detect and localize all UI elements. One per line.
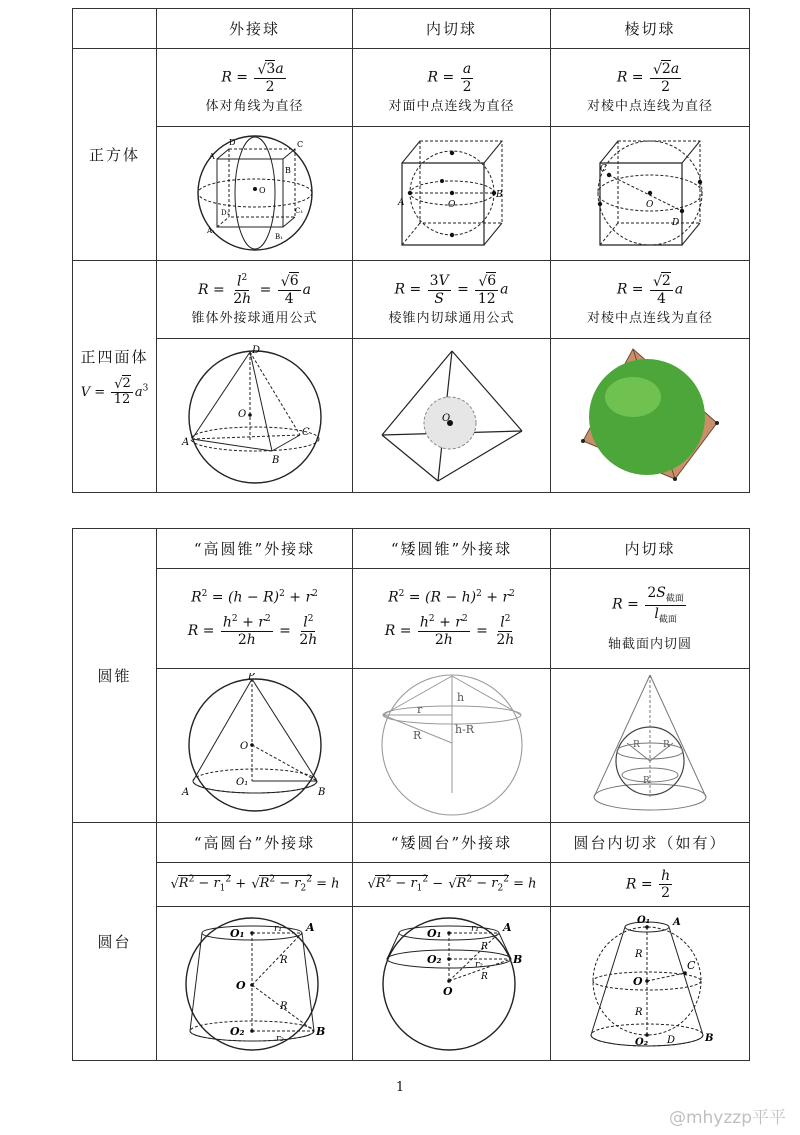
tall-frustum-diagram [180, 911, 330, 1056]
svg-text:r: r [416, 703, 422, 716]
svg-text:A: A [208, 152, 215, 161]
tall-cone-formula-1: $R^2 = (h - R)^2 + r^2$ [191, 589, 318, 606]
svg-text:R: R [633, 740, 640, 750]
svg-text:A: A [181, 437, 189, 448]
svg-text:B: B [284, 166, 291, 175]
svg-text:B: B [315, 1025, 325, 1038]
tetra-edge-formula-cell [551, 261, 750, 339]
svg-text:A: A [397, 198, 404, 208]
svg-text:B: B [317, 787, 325, 798]
svg-text:O₂: O₂ [229, 1025, 244, 1038]
header-tall-cone: “高圆锥”外接球 [157, 529, 353, 569]
tall-frustum-formula-cell [157, 863, 353, 907]
svg-text:R: R [279, 1001, 288, 1012]
svg-text:O: O [237, 409, 246, 420]
frustum-inscribed-figure-cell [551, 907, 750, 1061]
cone-inscribed-desc: 轴截面内切圆 [607, 636, 692, 652]
svg-text:B: B [271, 455, 279, 466]
svg-text:O₂: O₂ [426, 953, 441, 966]
tall-frustum-figure-cell [157, 907, 353, 1061]
svg-text:R: R [480, 942, 488, 952]
svg-text:B: B [705, 1033, 714, 1044]
short-cone-formula-1: $R^2 = (R - h)^2 + r^2$ [388, 589, 515, 606]
svg-text:O: O [633, 975, 643, 988]
header-short-frustum: “矮圆台”外接球 [353, 823, 551, 863]
tetra-edge-tangent-diagram [575, 343, 725, 488]
cube-edge-formula: R = √ $\frac{2a}{2}$ [551, 61, 749, 94]
svg-text:A: A [502, 921, 512, 934]
header-cone-inscribed: 内切球 [551, 529, 750, 569]
tetra-outer-formula-cell [157, 261, 353, 339]
cube-outer-figure-cell [157, 127, 353, 261]
svg-text:O₁: O₁ [235, 777, 248, 788]
svg-text:O: O [646, 200, 654, 210]
cube-inner-formula: R = $\frac{a}{2}$ [427, 61, 472, 95]
tetra-edge-formula: R = √ $\frac{2}{4}$ a [551, 273, 749, 306]
cube-edge-desc: 对棱中点连线为直径 [586, 98, 713, 114]
sphere-table-polyhedra [72, 8, 750, 493]
cube-outer-formula-cell [157, 49, 353, 127]
svg-text:D₁: D₁ [220, 209, 229, 217]
tetra-inner-figure-cell [353, 339, 551, 493]
tetra-volume-formula: V = √ $\frac{2}{12}$ $a^3$ [73, 377, 156, 408]
frustum-inscribed-diagram [575, 911, 725, 1056]
svg-text:O₁: O₁ [637, 915, 651, 926]
svg-text:O: O [447, 200, 455, 210]
svg-text:B: B [512, 953, 522, 966]
header-tall-frustum: “高圆台”外接球 [157, 823, 353, 863]
row-label-tetra-cell [73, 261, 157, 493]
header-inscribed: 内切球 [353, 9, 551, 49]
svg-text:B₁: B₁ [274, 233, 283, 241]
header-edge-tangent: 棱切球 [551, 9, 750, 49]
cube-inscribed-diagram [392, 131, 512, 256]
tetra-inner-formula: R = $\frac{3V}{S}$ = √ $\frac{6}{12}$ a [353, 273, 550, 306]
cone-inscribed-formula: R = $\frac{2S_{截面}}{l_{截面}}$ [612, 585, 684, 625]
short-frustum-formula: √ $R^2 - r_1^2$ − √ $R^2 - r_2^2 = h$ [353, 875, 550, 894]
svg-text:P: P [247, 673, 255, 682]
row-label-cone: 圆锥 [73, 529, 157, 823]
short-cone-formula-2: R = $\frac{h^2 + r^2}{2h}$ = $\frac{l^2}{2h}$ [384, 613, 515, 648]
frustum-inscribed-formula-cell [551, 863, 750, 907]
header-short-cone: “矮圆锥”外接球 [353, 529, 551, 569]
svg-text:C: C [600, 164, 607, 174]
tetra-outer-desc: 锥体外接球通用公式 [191, 310, 318, 326]
svg-text:A: A [673, 917, 681, 928]
svg-text:D: D [228, 138, 235, 147]
svg-text:O: O [239, 741, 248, 752]
tall-frustum-formula: √ $R^2 - r_1^2$ + √ $R^2 - r_2^2 = h$ [157, 875, 352, 894]
svg-text:O₁: O₁ [229, 927, 244, 940]
tall-cone-diagram [180, 673, 330, 818]
svg-text:O: O [442, 985, 453, 998]
svg-text:R: R [635, 949, 643, 960]
cube-edge-figure-cell [551, 127, 750, 261]
sphere-table-cone-frustum [72, 528, 750, 1061]
tetra-outer-formula: R = $\frac{l^2}{2h}$ = √ $\frac{6}{4}$ a [157, 273, 352, 307]
svg-text:O: O [258, 186, 266, 195]
svg-text:B: B [495, 190, 503, 200]
tetra-circumscribed-diagram [180, 343, 330, 488]
tetra-inner-formula-cell [353, 261, 551, 339]
svg-text:A: A [181, 787, 189, 798]
svg-text:O₂: O₂ [635, 1037, 649, 1048]
cube-edge-formula-cell [551, 49, 750, 127]
tall-cone-formula-cell [157, 569, 353, 669]
cube-inner-formula-cell [353, 49, 551, 127]
header-circumscribed: 外接球 [157, 9, 353, 49]
page-number: 1 [395, 1080, 405, 1095]
row-label-cube: 正方体 [73, 49, 157, 261]
tetra-outer-figure-cell [157, 339, 353, 493]
svg-text:O₁: O₁ [426, 927, 441, 940]
svg-text:A: A [305, 921, 315, 934]
svg-text:D: D [672, 218, 680, 228]
cone-inscribed-formula-cell [551, 569, 750, 669]
tetra-edge-desc: 对棱中点连线为直径 [586, 310, 713, 326]
cube-outer-desc: 体对角线为直径 [205, 98, 304, 114]
cone-inscribed-diagram [575, 673, 725, 818]
svg-text:R: R [279, 955, 288, 966]
svg-text:h-R: h-R [454, 723, 474, 736]
svg-text:A₁: A₁ [206, 227, 215, 235]
tall-cone-figure-cell [157, 669, 353, 823]
svg-text:R: R [635, 1007, 643, 1018]
svg-text:C: C [301, 427, 310, 438]
svg-text:D: D [667, 1035, 676, 1046]
svg-text:C₁: C₁ [294, 207, 303, 215]
svg-text:C: C [687, 959, 696, 972]
cube-inner-desc: 对面中点连线为直径 [388, 98, 515, 114]
tall-cone-formula-2: R = $\frac{h^2 + r^2}{2h}$ = $\frac{l^2}{2h}$ [187, 613, 318, 648]
tetra-inscribed-diagram [372, 343, 532, 488]
svg-text:R: R [663, 740, 670, 750]
cube-edge-tangent-diagram [590, 131, 710, 256]
header-frustum-inscribed: 圆台内切求（如有） [551, 823, 750, 863]
watermark: @mhyzzp平平 [668, 1108, 786, 1128]
svg-text:R: R [412, 729, 421, 742]
short-cone-figure-cell [353, 669, 551, 823]
svg-text:D: D [251, 345, 260, 356]
svg-text:C: C [296, 140, 303, 149]
frustum-inscribed-formula: R = $\frac{h}{2}$ [625, 867, 671, 901]
cube-inner-figure-cell [353, 127, 551, 261]
corner-cell [73, 9, 157, 49]
short-frustum-diagram [377, 911, 527, 1056]
tetra-edge-figure-cell [551, 339, 750, 493]
svg-text:R: R [480, 972, 488, 982]
svg-text:O: O [441, 413, 450, 424]
svg-text:r₂: r₂ [275, 1034, 284, 1044]
tetra-inner-desc: 棱锥内切球通用公式 [388, 310, 515, 326]
svg-text:r₁: r₁ [470, 924, 479, 934]
short-frustum-figure-cell [353, 907, 551, 1061]
cone-inscribed-figure-cell [551, 669, 750, 823]
short-cone-diagram [377, 673, 527, 818]
short-cone-formula-cell [353, 569, 551, 669]
svg-text:r₁: r₁ [273, 924, 282, 934]
cube-outer-formula: R = √ $\frac{3a}{2}$ [157, 61, 352, 94]
row-label-frustum: 圆台 [73, 823, 157, 1061]
svg-text:h: h [456, 691, 464, 704]
short-frustum-formula-cell [353, 863, 551, 907]
svg-text:R: R [643, 776, 650, 786]
svg-text:r₂: r₂ [474, 960, 483, 970]
cube-circumscribed-diagram [195, 131, 315, 256]
row-label-tetrahedron: 正四面体 [80, 347, 149, 366]
svg-text:O: O [235, 979, 246, 992]
